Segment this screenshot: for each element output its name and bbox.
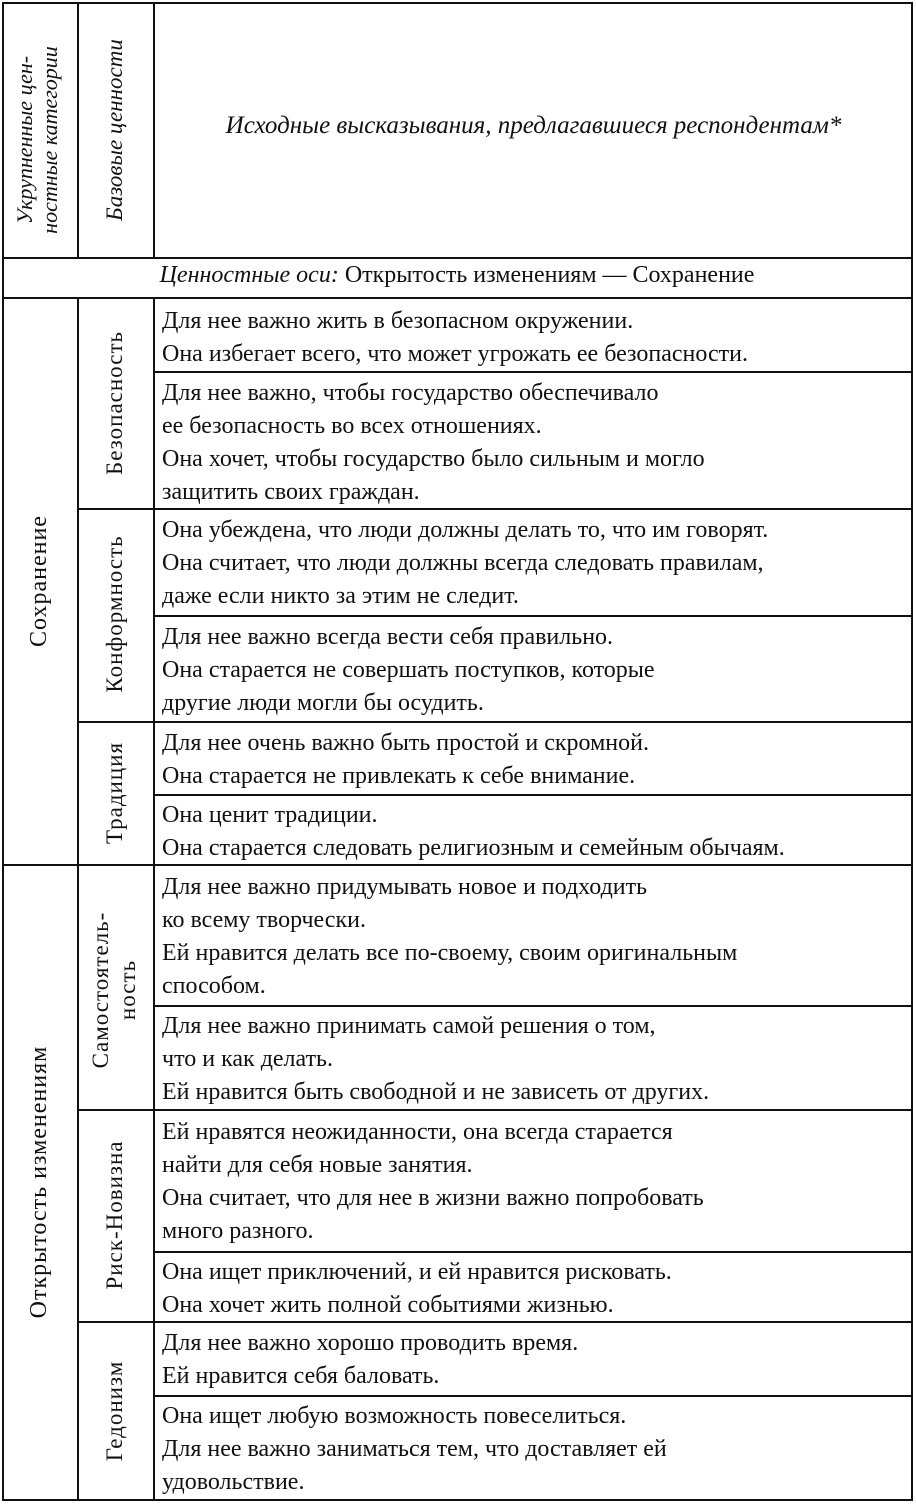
statement-separator [153,615,913,617]
header-statements-column: Исходные высказывания, предлагавшиеся респондентам* [225,112,842,139]
table-border-bottom [2,1499,913,1501]
table-border-left [2,2,4,1501]
value-separator [77,721,913,723]
col-divider-1-header [77,2,79,259]
value-label-hedonism: Гедонизм [102,1360,127,1462]
statement-cell: Она ценит традиции. Она старается следовать религиозным и семейным обычаям. [162,802,785,861]
value-label-self-direction-line2: ность [115,959,140,1021]
value-separator [77,1109,913,1111]
header-bottom-line [2,257,913,259]
header-category-column [12,15,62,265]
statement-cell: Она убеждена, что люди должны делать то, что им говорят. Она считает, что люди должны всегда следовать правилам, даже если никто за этим не следит. [162,517,769,609]
statement-cell: Для нее очень важно быть простой и скромной. Она старается не привлекать к себе внимание. [162,730,649,789]
statement-cell: Для нее важно придумывать новое и подходить ко всему творчески. Ей нравится делать все по-своему, своим оригинальным способом. [162,874,738,999]
table-border-top [2,2,913,4]
value-axes-row [2,262,912,289]
statement-separator [153,1005,913,1007]
statement-separator [153,371,913,373]
statement-cell: Она ищет любую возможность повеселиться. Для нее важно заниматься тем, что доставляет ей удовольствие. [162,1403,667,1495]
statement-cell: Для нее важно всегда вести себя правильно. Она старается не совершать поступков, которые другие люди могли бы осудить. [162,624,655,716]
statement-cell: Ей нравятся неожиданности, она всегда старается найти для себя новые занятия. Она считает, что для нее в жизни важно попробовать много разного. [162,1119,704,1244]
header-base-values-column: Базовые ценности [102,39,127,221]
statement-separator [153,794,913,796]
category-label-openness: Открытость изменениям [26,1045,52,1319]
statement-cell: Для нее важно хорошо проводить время. Ей нравится себя баловать. [162,1330,579,1389]
value-label-conformity: Конформность [102,535,127,693]
value-label-self-direction [87,890,143,1090]
statement-separator [153,1395,913,1397]
category-label-preservation: Сохранение [26,515,52,647]
value-label-self-direction-line1: Самостоятель- [88,911,113,1069]
statement-cell: Для нее важно принимать самой решения о том, что и как делать. Ей нравится быть свободной и не зависеть от других. [162,1013,710,1105]
statement-cell: Для нее важно жить в безопасном окружении. Она избегает всего, что может угрожать ее безопасности. [162,308,748,367]
statement-cell: Для нее важно, чтобы государство обеспечивало ее безопасность во всех отношениях. Она хочет, чтобы государство было сильным и могло защитить своих граждан. [162,380,705,505]
value-label-tradition: Традиция [102,741,127,845]
value-label-stimulation: Риск-Новизна [102,1140,127,1290]
header-category-line2: ностные категории [37,46,62,234]
statement-cell: Она ищет приключений, и ей нравится рисковать. Она хочет жить полной событиями жизнью. [162,1259,672,1318]
value-label-security: Безопасность [102,331,127,476]
value-axes-value: Открытость изменениям — Сохранение [344,262,755,288]
statement-separator [153,1251,913,1253]
table-border-right [911,2,913,1501]
axes-row-bottom-line [2,297,913,299]
value-axes-label: Ценностные оси: [159,262,339,288]
header-category-line1: Укрупненные цен- [12,55,37,225]
